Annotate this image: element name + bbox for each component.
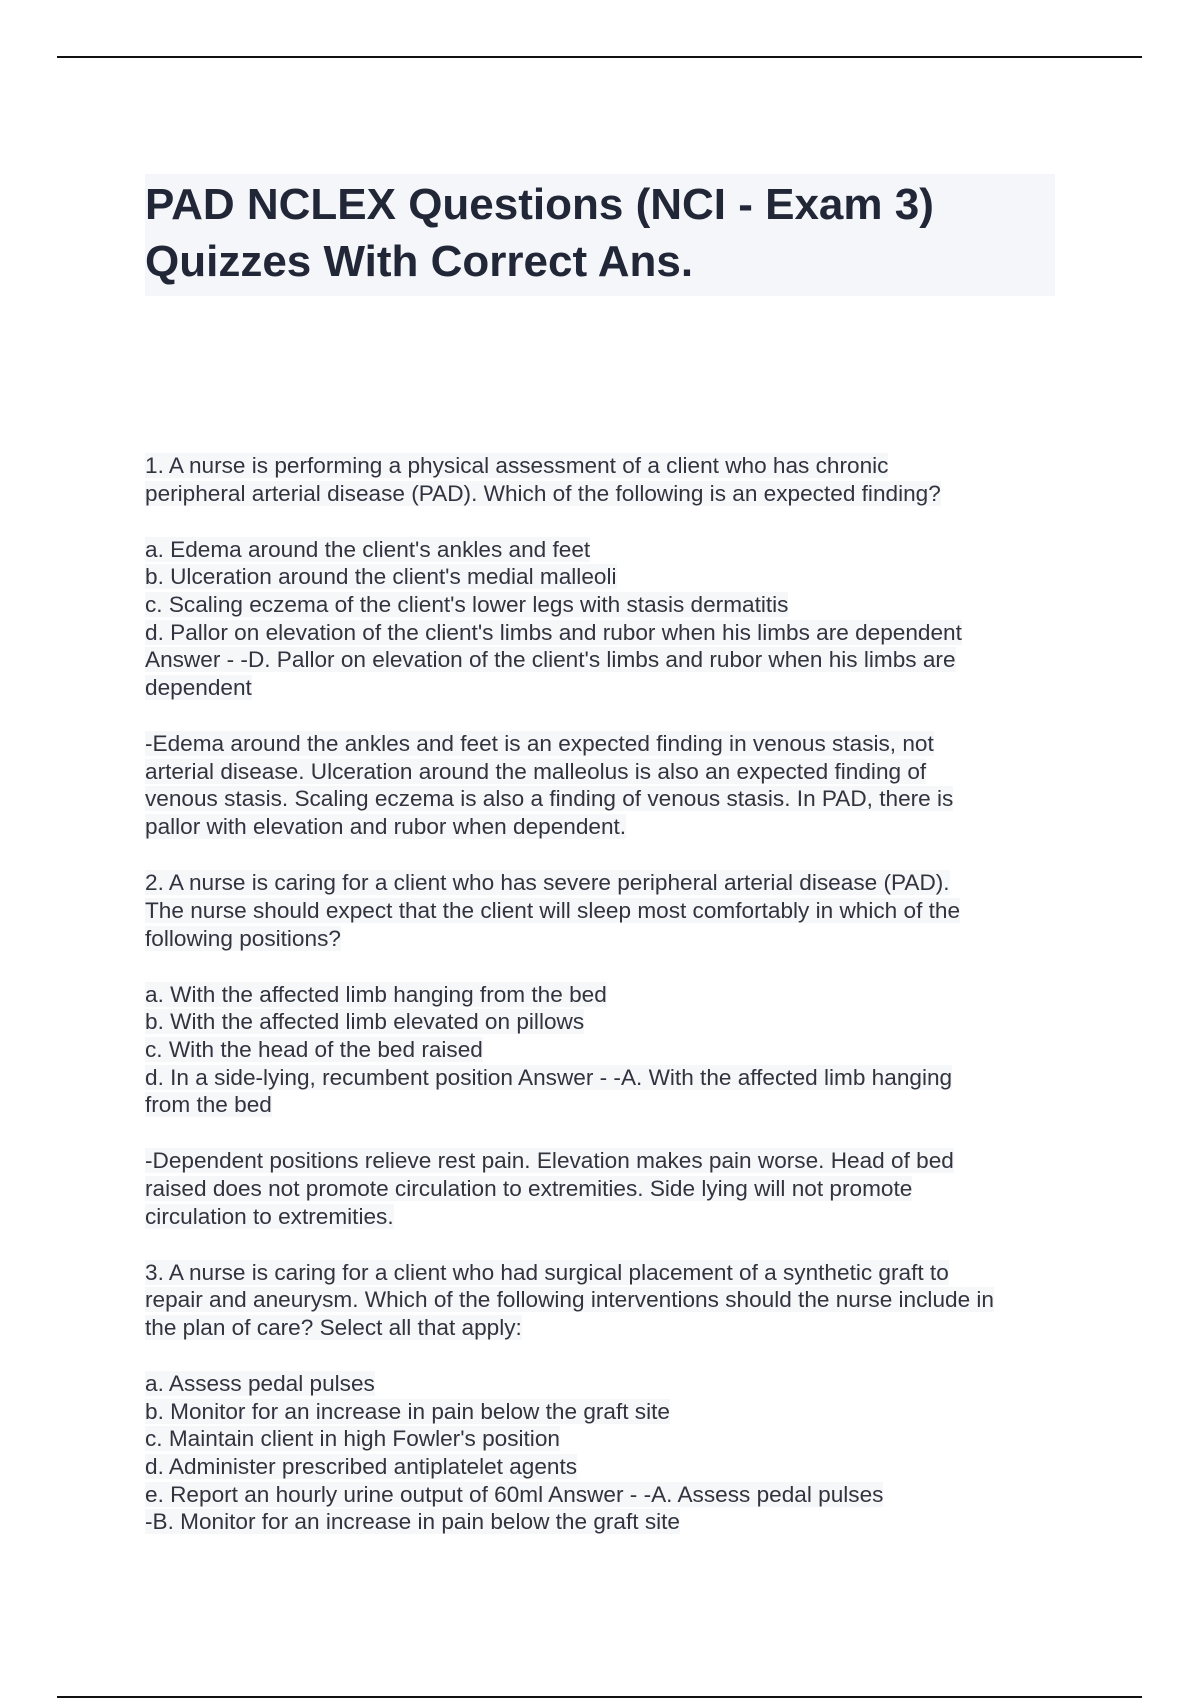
question-1 [145, 452, 1080, 869]
rationale-text: raised does not promote circulation to extremities. Side lying will not promote [145, 1175, 913, 1201]
answer-option: b. With the affected limb elevated on pillows [145, 1009, 585, 1035]
answer-key: dependent [145, 675, 252, 701]
title-line: PAD NCLEX Questions (NCI - Exam 3) [145, 180, 934, 229]
answer-option: e. Report an hourly urine output of 60ml Answer - -A. Assess pedal pulses [145, 1481, 884, 1507]
rationale-text: circulation to extremities. [145, 1203, 394, 1229]
answer-option: c. Maintain client in high Fowler's position [145, 1426, 560, 1452]
spacer [145, 1230, 1080, 1258]
answer-option: d. Administer prescribed antiplatelet agents [145, 1454, 578, 1480]
spacer [145, 841, 1080, 869]
question-2 [145, 869, 1080, 1258]
answer-option: c. With the head of the bed raised [145, 1036, 483, 1062]
answer-option: b. Ulceration around the client's medial malleoli [145, 564, 617, 590]
answer-option: a. Assess pedal pulses [145, 1370, 375, 1396]
question-3 [145, 1259, 1080, 1536]
rationale-text: -Dependent positions relieve rest pain. Elevation makes pain worse. Head of bed [145, 1148, 954, 1174]
answer-key: from the bed [145, 1092, 272, 1118]
answer-key: -B. Monitor for an increase in pain below the graft site [145, 1509, 680, 1535]
answer-option: d. Pallor on elevation of the client's limbs and rubor when his limbs are dependent [145, 619, 962, 645]
spacer [145, 507, 1080, 535]
spacer [145, 1119, 1080, 1147]
question-text: repair and aneurysm. Which of the following interventions should the nurse include in [145, 1287, 994, 1313]
spacer [145, 1342, 1080, 1370]
answer-option: b. Monitor for an increase in pain below the graft site [145, 1398, 670, 1424]
answer-option: a. With the affected limb hanging from the bed [145, 981, 607, 1007]
document-body [145, 452, 1080, 1536]
answer-key: Answer - -D. Pallor on elevation of the client's limbs and rubor when his limbs are [145, 647, 956, 673]
question-text: following positions? [145, 925, 341, 951]
question-text: The nurse should expect that the client will sleep most comfortably in which of the [145, 897, 961, 923]
page-title [145, 174, 1055, 296]
rationale-text: -Edema around the ankles and feet is an expected finding in venous stasis, not [145, 731, 934, 757]
question-text: the plan of care? Select all that apply: [145, 1314, 522, 1340]
question-text: peripheral arterial disease (PAD). Which of the following is an expected finding? [145, 480, 941, 506]
question-text: 2. A nurse is caring for a client who has severe peripheral arterial disease (PAD). [145, 870, 950, 896]
question-text: 3. A nurse is caring for a client who had surgical placement of a synthetic graft to [145, 1259, 949, 1285]
question-text: 1. A nurse is performing a physical assessment of a client who has chronic [145, 453, 889, 478]
rationale-text: arterial disease. Ulceration around the malleolus is also an expected finding of [145, 758, 927, 784]
answer-option: c. Scaling eczema of the client's lower legs with stasis dermatitis [145, 592, 789, 618]
rationale-text: venous stasis. Scaling eczema is also a finding of venous stasis. In PAD, there is [145, 786, 954, 812]
spacer [145, 702, 1080, 730]
answer-option: a. Edema around the client's ankles and feet [145, 536, 591, 562]
spacer [145, 952, 1080, 980]
top-rule [57, 56, 1142, 58]
title-line: Quizzes With Correct Ans. [145, 237, 694, 286]
answer-option: d. In a side-lying, recumbent position Answer - -A. With the affected limb hanging [145, 1064, 953, 1090]
bottom-rule [57, 1696, 1142, 1698]
rationale-text: pallor with elevation and rubor when dependent. [145, 814, 627, 840]
